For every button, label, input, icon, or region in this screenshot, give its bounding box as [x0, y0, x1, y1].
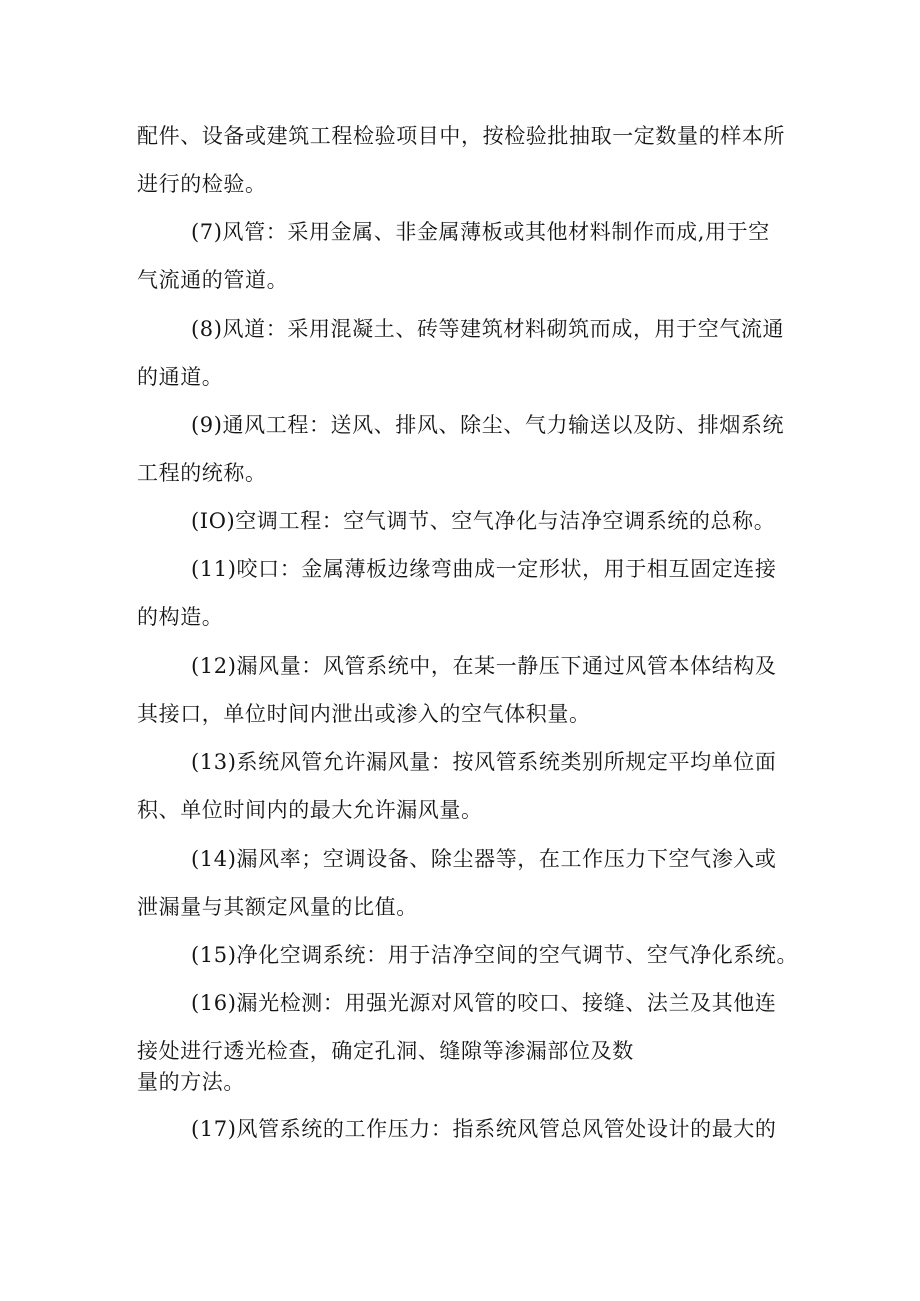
text-line: 进行的检验。 [137, 172, 267, 196]
text-line: (7)风管：采用金属、非金属薄板或其他材料制作而成,用于空 [191, 220, 770, 244]
text-line: 工程的统称。 [137, 461, 267, 485]
text-line: (16)漏光检测：用强光源对风管的咬口、接缝、法兰及其他连 [191, 991, 777, 1015]
text-line: 接处进行透光检查，确定孔洞、缝隙等渗漏部位及数 [137, 1039, 634, 1063]
text-line: 的构造。 [137, 605, 224, 629]
text-line: (8)风道：采用混凝土、砖等建筑材料砌筑而成，用于空气流通 [191, 317, 785, 341]
text-line: (12)漏风量：风管系统中，在某一静压下通过风管本体结构及 [191, 654, 777, 678]
text-line: (15)净化空调系统：用于洁净空间的空气调节、空气净化系统。 [191, 943, 799, 967]
text-line: 积、单位时间内的最大允许漏风量。 [137, 798, 483, 822]
text-line: 的通道。 [137, 365, 224, 389]
text-line: 配件、设备或建筑工程检验项目中，按检验批抽取一定数量的样本所 [137, 124, 785, 148]
text-line: (14)漏风率；空调设备、除尘器等，在工作压力下空气渗入或 [191, 847, 777, 871]
text-line: (11)咬口：金属薄板边缘弯曲成一定形状，用于相互固定连接 [191, 557, 777, 581]
text-line: (9)通风工程：送风、排风、除尘、气力输送以及防、排烟系统 [191, 413, 785, 437]
text-line: (13)系统风管允许漏风量：按风管系统类别所规定平均单位面 [191, 750, 777, 774]
text-line: 其接口，单位时间内泄出或渗入的空气体积量。 [137, 702, 591, 726]
text-line: 量的方法。 [137, 1070, 245, 1094]
text-line: 气流通的管道。 [137, 268, 289, 292]
text-line: (IO)空调工程：空气调节、空气净化与洁净空调系统的总称。 [191, 509, 776, 533]
text-line: (17)风管系统的工作压力：指系统风管总风管处设计的最大的 [191, 1117, 777, 1141]
text-line: 泄漏量与其额定风量的比值。 [137, 895, 418, 919]
